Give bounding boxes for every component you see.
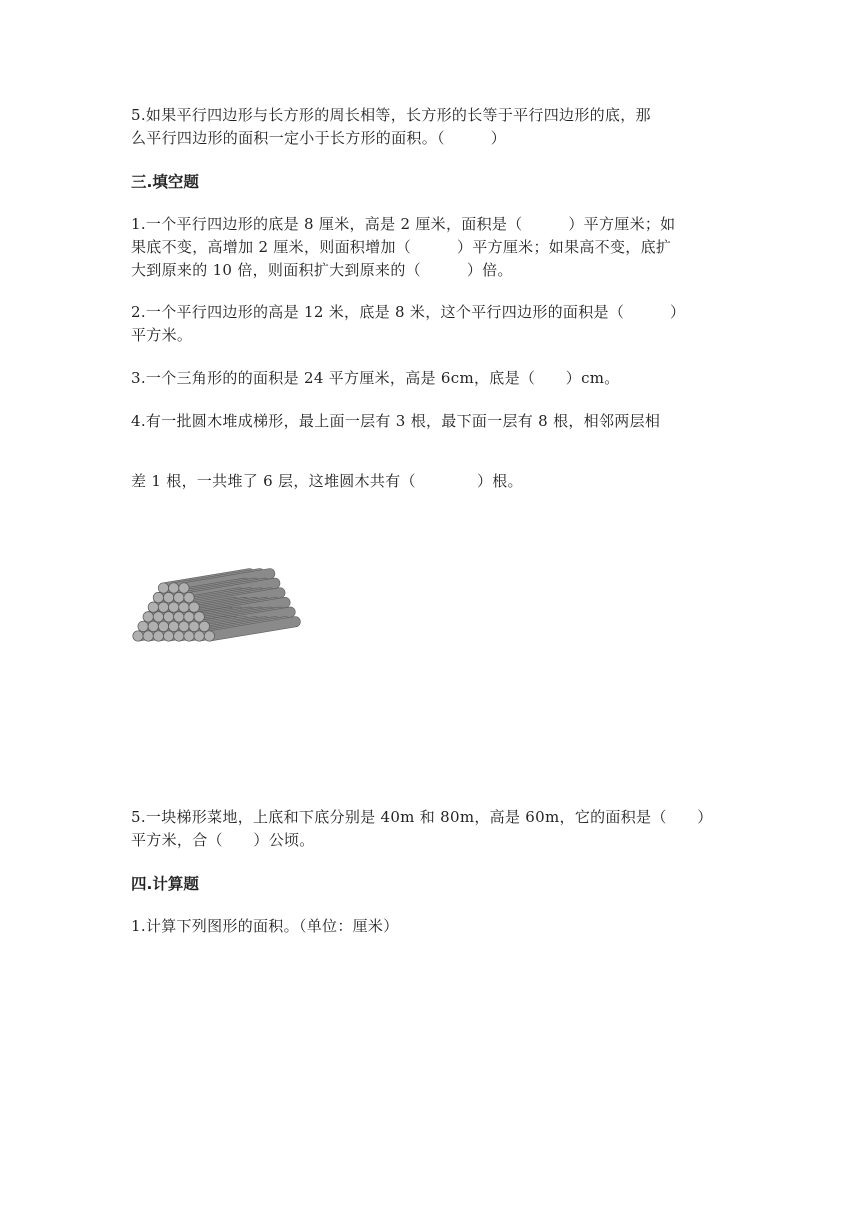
question-text: 大到原来的 10 倍，则面积扩大到原来的（ ）倍。 <box>131 261 513 279</box>
log-end <box>133 631 143 641</box>
log-end <box>163 631 173 641</box>
log-end <box>169 602 179 612</box>
log-end <box>184 592 194 602</box>
log-end <box>138 621 148 631</box>
log-end <box>169 583 179 593</box>
log-end <box>158 602 168 612</box>
log-end <box>143 612 153 622</box>
section-heading: 三.填空题 <box>131 173 199 191</box>
log-end <box>153 592 163 602</box>
question-text: 果底不变，高增加 2 厘米，则面积增加（ ）平方厘米；如果高不变，底扩 <box>131 238 672 256</box>
log-end <box>194 612 204 622</box>
question-text: 5.如果平行四边形与长方形的周长相等，长方形的长等于平行四边形的底，那 <box>131 106 651 124</box>
log-end <box>158 621 168 631</box>
question-text: 差 1 根，一共堆了 6 层，这堆圆木共有（ ）根。 <box>131 472 523 490</box>
log-end <box>174 631 184 641</box>
log-end <box>179 621 189 631</box>
question-text: 5.一块梯形菜地，上底和下底分别是 40m 和 80m，高是 60m，它的面积是（ ） <box>131 808 713 826</box>
log-end <box>174 592 184 602</box>
log-end <box>169 621 179 631</box>
log-end <box>189 602 199 612</box>
question-text: 么平行四边形的面积一定小于长方形的面积。（ ） <box>131 129 507 147</box>
log-pile-image <box>128 540 318 652</box>
log-end <box>153 612 163 622</box>
log-end <box>189 621 199 631</box>
log-end <box>204 631 214 641</box>
log-end <box>163 612 173 622</box>
question-text: 1.计算下列图形的面积。（单位：厘米） <box>131 917 399 935</box>
log-end <box>184 612 194 622</box>
question-text: 1.一个平行四边形的底是 8 厘米，高是 2 厘米，面积是（ ）平方厘米；如 <box>131 215 676 233</box>
log-end <box>143 631 153 641</box>
log-end <box>199 621 209 631</box>
log-end <box>179 602 189 612</box>
question-text: 4.有一批圆木堆成梯形，最上面一层有 3 根，最下面一层有 8 根，相邻两层相 <box>131 412 661 430</box>
log-end <box>148 602 158 612</box>
log-end <box>163 592 173 602</box>
question-text: 平方米。 <box>131 326 193 344</box>
log-end <box>194 631 204 641</box>
log-end <box>148 621 158 631</box>
question-text: 平方米，合（ ）公顷。 <box>131 831 315 849</box>
log-end <box>174 612 184 622</box>
section-heading: 四.计算题 <box>131 875 199 893</box>
log-end <box>179 583 189 593</box>
log-end <box>158 583 168 593</box>
question-text: 2.一个平行四边形的高是 12 米，底是 8 米，这个平行四边形的面积是（ ） <box>131 303 686 321</box>
question-text: 3.一个三角形的的面积是 24 平方厘米，高是 6cm，底是（ ）cm。 <box>131 369 620 387</box>
log-end <box>153 631 163 641</box>
log-end <box>184 631 194 641</box>
